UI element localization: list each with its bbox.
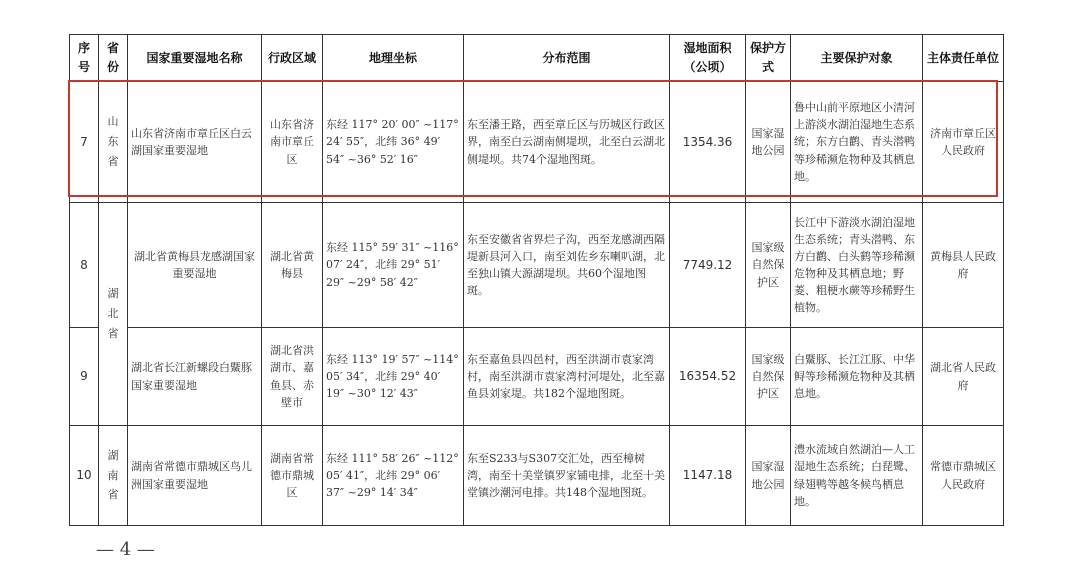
header-coords: 地理坐标 (323, 35, 464, 82)
header-method: 保护方式 (746, 35, 791, 82)
cell-seq: 7 (70, 82, 99, 203)
cell-name: 山东省济南市章丘区白云湖国家重要湿地 (128, 82, 262, 203)
cell-seq: 9 (70, 328, 99, 426)
table-row (70, 328, 1004, 426)
cell-region: 湖北省黄梅县 (262, 203, 323, 328)
header-range: 分布范围 (464, 35, 670, 82)
table-row (70, 426, 1004, 526)
cell-area: 16354.52 (670, 328, 746, 426)
cell-area: 1147.18 (670, 426, 746, 526)
cell-unit: 黄梅县人民政府 (923, 203, 1004, 328)
cell-method: 国家湿地公园 (746, 426, 791, 526)
cell-range: 东至潘王路，西至章丘区与历城区行政区界，南至白云湖南侧堤坝，北至白云湖北侧堤坝。共74个湿地图斑。 (464, 82, 670, 203)
cell-seq: 10 (70, 426, 99, 526)
header-targets: 主要保护对象 (791, 35, 923, 82)
header-province: 省份 (99, 35, 128, 82)
cell-method: 国家级自然保护区 (746, 328, 791, 426)
header-name: 国家重要湿地名称 (128, 35, 262, 82)
cell-unit: 济南市章丘区人民政府 (923, 82, 1004, 203)
cell-region: 湖北省洪湖市、嘉鱼县、赤壁市 (262, 328, 323, 426)
cell-coords: 东经 115° 59′ 31″ ~116° 07′ 24″，北纬 29° 51′ 29″ ~29° 58′ 42″ (323, 203, 464, 328)
cell-region: 山东省济南市章丘区 (262, 82, 323, 203)
cell-targets: 澧水流域自然湖泊—人工湿地生态系统；白琵鹭、绿翅鸭等越冬候鸟栖息地。 (791, 426, 923, 526)
header-seq: 序号 (70, 35, 99, 82)
table-row (70, 203, 1004, 328)
cell-range: 东至嘉鱼县四邑村，西至洪湖市袁家湾村，南至洪湖市袁家湾村河堤处，北至嘉鱼县刘家堤。共182个湿地图斑。 (464, 328, 670, 426)
cell-region: 湖南省常德市鼎城区 (262, 426, 323, 526)
cell-name: 湖南省常德市鼎城区鸟儿洲国家重要湿地 (128, 426, 262, 526)
cell-seq: 8 (70, 203, 99, 328)
cell-province: 湖北省 (99, 203, 128, 426)
table-row (70, 82, 1004, 203)
cell-area: 1354.36 (670, 82, 746, 203)
cell-coords: 东经 111° 58′ 26″ ~112° 05′ 41″，北纬 29° 06′ 37″ ~29° 14′ 34″ (323, 426, 464, 526)
cell-targets: 长江中下游淡水湖泊湿地生态系统；青头潜鸭、东方白鹳、白头鹤等珍稀濒危物种及其栖息地；野菱、粗梗水蕨等珍稀野生植物。 (791, 203, 923, 328)
wetland-table (69, 34, 1004, 526)
cell-targets: 白鱀豚、长江江豚、中华鲟等珍稀濒危物种及其栖息地。 (791, 328, 923, 426)
cell-coords: 东经 117° 20′ 00″ ~117° 24′ 55″，北纬 36° 49′ 54″ ~36° 52′ 16″ (323, 82, 464, 203)
cell-province: 山东省 (99, 82, 128, 203)
cell-range: 东至S233与S307交汇处，西至樟树湾，南至十美堂镇罗家铺电排，北至十美堂镇沙潮河电排。共148个湿地图斑。 (464, 426, 670, 526)
cell-targets: 鲁中山前平原地区小清河上游淡水湖泊湿地生态系统；东方白鹳、青头潜鸭等珍稀濒危物种及其栖息地。 (791, 82, 923, 203)
cell-unit: 湖北省人民政府 (923, 328, 1004, 426)
cell-method: 国家级自然保护区 (746, 203, 791, 328)
wetland-table-container (69, 34, 1003, 526)
header-area: 湿地面积（公顷） (670, 35, 746, 82)
table-header-row (70, 35, 1004, 82)
cell-coords: 东经 113° 19′ 57″ ~114° 05′ 34″，北纬 29° 40′ 19″ ~30° 12′ 43″ (323, 328, 464, 426)
page-number: — 4 — (96, 539, 155, 560)
cell-province: 湖南省 (99, 426, 128, 526)
cell-name: 湖北省黄梅县龙感湖国家重要湿地 (128, 203, 262, 328)
cell-name: 湖北省长江新螺段白鱀豚国家重要湿地 (128, 328, 262, 426)
cell-area: 7749.12 (670, 203, 746, 328)
cell-unit: 常德市鼎城区人民政府 (923, 426, 1004, 526)
header-unit: 主体责任单位 (923, 35, 1004, 82)
cell-range: 东至安徽省省界烂子沟，西至龙感湖西隔堤新县河入口，南至刘佐乡东喇叭湖，北至独山镇大源湖堤坝。共60个湿地图斑。 (464, 203, 670, 328)
header-region: 行政区域 (262, 35, 323, 82)
cell-method: 国家湿地公园 (746, 82, 791, 203)
